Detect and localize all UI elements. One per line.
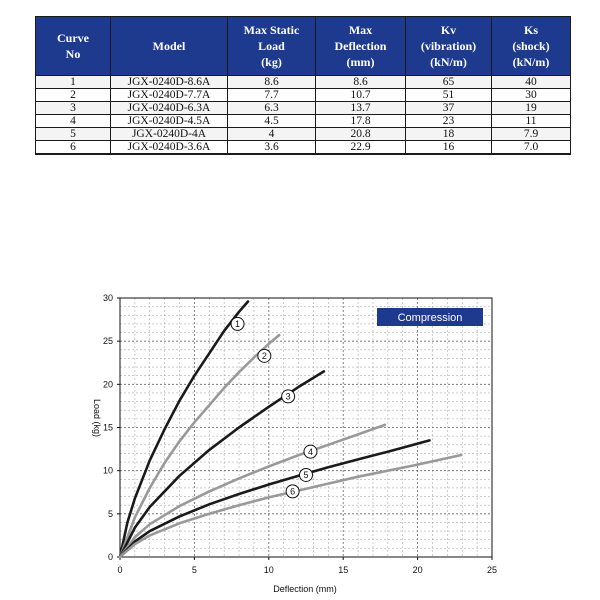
table-cell: 5 [36, 128, 111, 141]
compression-badge [377, 308, 483, 326]
table-cell: JGX-0240D-8.6A [111, 76, 228, 89]
compression-badge-label: Compression [397, 312, 463, 324]
column-header-line: (vibration) [420, 39, 477, 53]
table-cell: 4 [36, 115, 111, 128]
y-tick-label: 5 [107, 508, 113, 519]
table-cell: 10.7 [316, 89, 406, 102]
table-cell: 8.6 [316, 76, 406, 89]
table-cell: JGX-0240D-6.3A [111, 102, 228, 115]
x-tick-label: 15 [338, 565, 349, 575]
table-cell: 7.7 [228, 89, 316, 102]
column-header-line: Ks [523, 23, 538, 37]
x-tick-label: 25 [486, 565, 498, 575]
y-tick-label: 30 [102, 293, 113, 303]
table-cell: 19 [492, 102, 571, 115]
curve-marker-label: 3 [285, 391, 291, 402]
table-cell: 3 [36, 102, 111, 115]
table-cell: 6.3 [228, 102, 316, 115]
curve-marker-label: 4 [307, 446, 313, 457]
column-header [228, 17, 316, 76]
table-row [36, 115, 571, 128]
table-cell: JGX-0240D-3.6A [111, 141, 228, 155]
curve-marker-label: 5 [303, 470, 309, 481]
curve-marker-1 [231, 317, 244, 330]
table-cell: 4 [228, 128, 316, 141]
series-line-5 [120, 440, 430, 557]
column-header [406, 17, 492, 76]
load-deflection-chart [0, 280, 600, 600]
table-row [36, 102, 571, 115]
y-tick-label: 25 [102, 336, 113, 347]
table-row [36, 128, 571, 141]
table-cell: 40 [492, 76, 571, 89]
curve-marker-5 [300, 468, 313, 481]
column-header-line: Max Static [243, 23, 300, 37]
table-row [36, 76, 571, 89]
curve-marker-2 [258, 349, 271, 362]
column-header-line: Model [152, 39, 186, 53]
curve-marker-6 [286, 485, 299, 498]
table-cell: 51 [406, 89, 492, 102]
column-header [492, 17, 571, 76]
table-cell: 17.8 [316, 115, 406, 128]
table-cell: 7.0 [492, 141, 571, 155]
y-axis-title: Load (kg) [92, 398, 102, 438]
y-tick-label: 20 [102, 379, 113, 390]
curve-marker-label: 1 [235, 319, 241, 330]
y-tick-label: 0 [107, 552, 113, 562]
x-tick-label: 5 [191, 565, 197, 575]
column-header-line: (kg) [261, 55, 282, 69]
column-header-line: (mm) [346, 55, 375, 69]
table-cell: 3.6 [228, 141, 316, 155]
column-header-line: Curve [57, 31, 89, 45]
y-tick-label: 10 [102, 465, 113, 476]
y-tick-label: 15 [102, 422, 113, 433]
table-row [36, 141, 571, 155]
curve-marker-label: 6 [290, 486, 296, 497]
table-body [36, 76, 571, 155]
column-header-line: (shock) [512, 39, 550, 53]
table-cell: 30 [492, 89, 571, 102]
table-cell: 23 [406, 115, 492, 128]
table-cell: 1 [36, 76, 111, 89]
x-tick-label: 20 [412, 565, 423, 575]
table-cell: 7.9 [492, 128, 571, 141]
table-cell: 16 [406, 141, 492, 155]
table-cell: 6 [36, 141, 111, 155]
x-tick-label: 0 [117, 565, 123, 575]
column-header-line: Load [258, 39, 285, 53]
curve-marker-4 [304, 445, 317, 458]
table-cell: 4.5 [228, 115, 316, 128]
column-header [36, 17, 111, 76]
table-cell: 2 [36, 89, 111, 102]
column-header-line: Max [348, 23, 373, 37]
table-cell: 11 [492, 115, 571, 128]
table-cell: 18 [406, 128, 492, 141]
series-line-1 [120, 302, 248, 558]
table-cell: JGX-0240D-4.5A [111, 115, 228, 128]
table-cell: 13.7 [316, 102, 406, 115]
column-header-line: (kN/m) [512, 55, 550, 69]
table-cell: 8.6 [228, 76, 316, 89]
spec-table [35, 16, 571, 155]
table-cell: 20.8 [316, 128, 406, 141]
table-row [36, 89, 571, 102]
column-header-line: (kN/m) [430, 55, 467, 69]
table-cell: 22.9 [316, 141, 406, 155]
column-header-line: No [65, 47, 81, 61]
curve-marker-3 [282, 390, 295, 403]
chart-series [120, 302, 461, 558]
table-header-row [36, 17, 571, 76]
column-header [316, 17, 406, 76]
table-cell: JGX-0240D-7.7A [111, 89, 228, 102]
table-cell: JGX-0240D-4A [111, 128, 228, 141]
curve-marker-label: 2 [261, 351, 267, 362]
x-axis-title: Deflection (mm) [273, 584, 337, 594]
column-header-line: Kv [440, 23, 457, 37]
table-cell: 37 [406, 102, 492, 115]
column-header-line: Deflection [334, 39, 387, 53]
column-header [111, 17, 228, 76]
table-cell: 65 [406, 76, 492, 89]
x-tick-label: 10 [263, 565, 274, 575]
